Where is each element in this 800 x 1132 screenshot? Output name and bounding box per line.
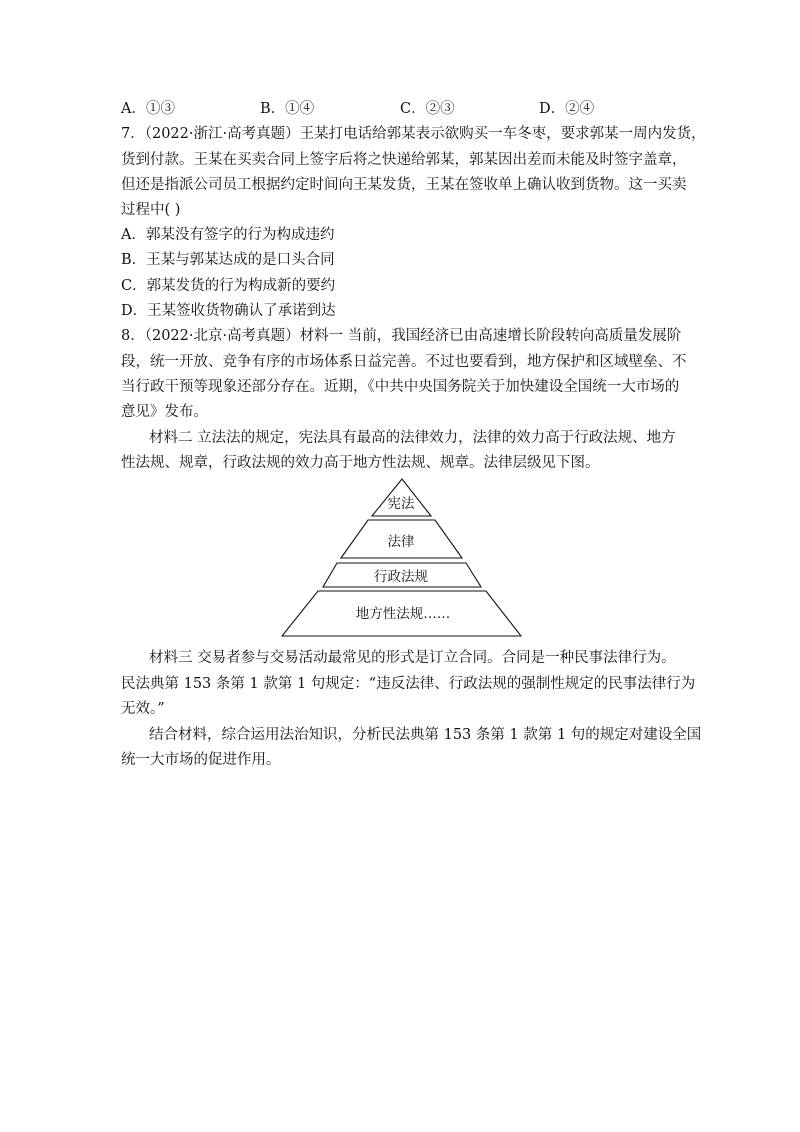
q8-material3-line: 材料三 交易者参与交易活动最常见的形式是订立合同。合同是一种民事法律行为。 [149, 650, 676, 666]
q8-material1-line: 意见》发布。 [121, 404, 208, 420]
q7-stem-line: 7．（2022·浙江·高考真题）王某打电话给郭某表示欲购买一车冬枣，要求郭某一周内发货， [121, 126, 706, 142]
q8-material3-line: 无效。” [121, 701, 165, 717]
q7-option-d: D．王某签收货物确认了承诺到达 [121, 303, 336, 319]
q7-option-c: C．郭某发货的行为构成新的要约 [121, 278, 336, 294]
q8-material2-line: 性法规、规章，行政法规的效力高于地方性法规、规章。法律层级见下图。 [121, 455, 600, 471]
q7-stem-line: 货到付款。王某在买卖合同上签字后将之快递给郭某，郭某因出差而未能及时签字盖章， [121, 152, 687, 168]
q8-material1-line: 当行政干预等现象还部分存在。近期，《中共中央国务院关于加快建设全国统一大市场的 [121, 379, 680, 395]
q6-option-a: A．①③ [121, 101, 175, 117]
q7-option-b: B．王某与郭某达成的是口头合同 [121, 252, 335, 268]
pyramid-label-1: 宪法 [387, 496, 415, 512]
pyramid-label-2: 法律 [387, 534, 415, 550]
pyramid-label-4: 地方性法规…… [355, 606, 451, 622]
q8-material2-line: 材料二 立法法的规定，宪法具有最高的法律效力，法律的效力高于行政法规、地方 [149, 430, 676, 446]
q8-question-line: 统一大市场的促进作用。 [121, 752, 281, 768]
q8-question-line: 结合材料，综合运用法治知识，分析民法典第 153 条第 1 款第 1 句的规定对建设全国 [149, 727, 702, 743]
q8-material1-line: 段，统一开放、竞争有序的市场体系日益完善。不过也要看到，地方保护和区域壁垒、不 [121, 354, 687, 370]
q7-stem-line: 但还是指派公司员工根据约定时间向王某发货，王某在签收单上确认收到货物。这一买卖 [121, 177, 687, 193]
law-hierarchy-pyramid [280, 474, 524, 642]
q7-stem-line: 过程中( ) [121, 202, 181, 218]
q7-option-a: A．郭某没有签字的行为构成违约 [121, 227, 335, 243]
q6-option-c: C．②③ [400, 101, 455, 117]
q8-material3-line: 民法典第 153 条第 1 款第 1 句规定：“违反法律、行政法规的强制性规定的民事法律行为 [121, 676, 696, 692]
q8-material1-line: 8．（2022·北京·高考真题）材料一 当前，我国经济已由高速增长阶段转向高质量发展阶 [121, 328, 682, 344]
q6-option-b: B．①④ [260, 101, 315, 117]
q6-option-d: D．②④ [539, 101, 595, 117]
q6-options [121, 97, 641, 117]
pyramid-label-3: 行政法规 [374, 569, 428, 585]
